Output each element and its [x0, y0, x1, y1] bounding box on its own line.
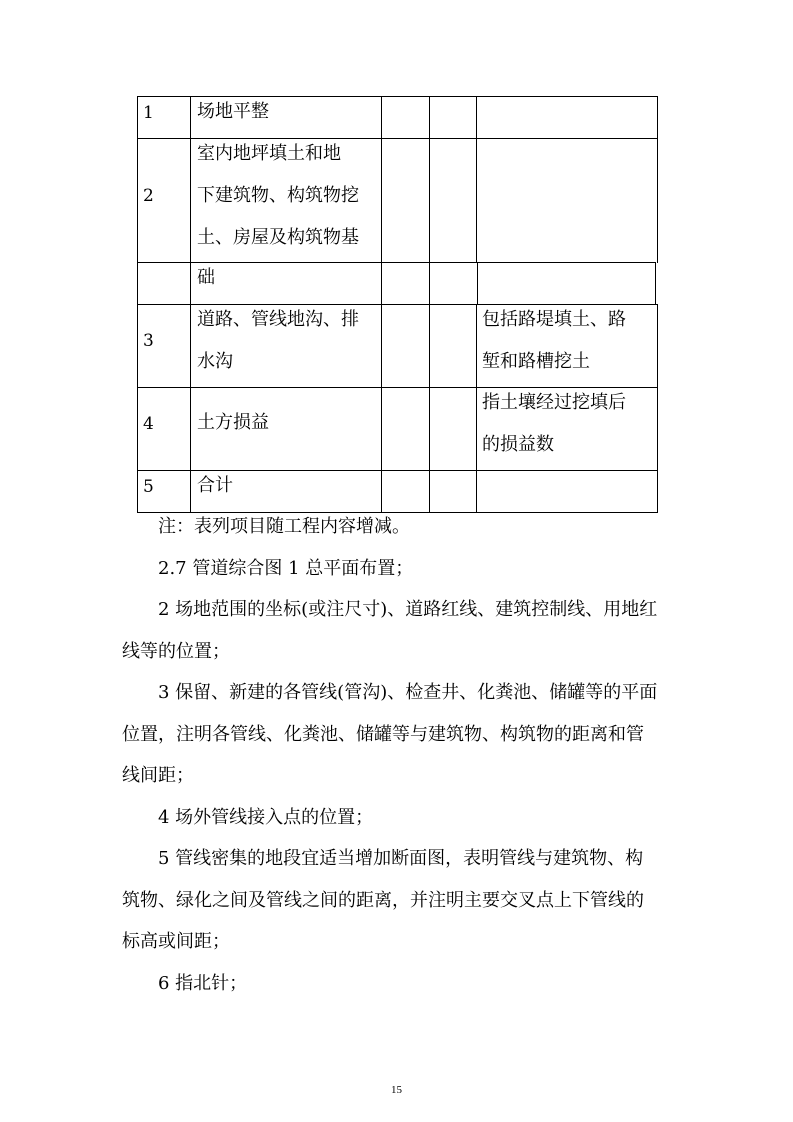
row-number: 3 — [143, 331, 154, 351]
section-heading: 2.7 管道综合图 1 总平面布置； — [158, 558, 414, 579]
table-cell — [476, 97, 658, 139]
table-cell — [429, 97, 476, 139]
row-item-name: 场地平整 — [197, 101, 269, 122]
row-number: 5 — [143, 477, 154, 497]
table-cell — [429, 388, 476, 471]
table-cell — [429, 139, 476, 263]
page-number: 15 — [391, 1084, 402, 1096]
list-item-2-cont: 线等的位置； — [122, 641, 230, 662]
table-cell — [381, 139, 429, 263]
table-cell — [381, 305, 429, 388]
list-item-6: 6 指北针； — [158, 973, 248, 994]
table-cell — [381, 388, 429, 471]
row-item-name: 室内地坪填土和地 下建筑物、构筑物挖 土、房屋及构筑物基 — [197, 143, 359, 248]
table-row-2 — [137, 138, 658, 263]
list-item-3: 3 保留、新建的各管线(管沟)、检查井、化粪池、储罐等的平面 — [158, 682, 658, 703]
earthwork-table — [137, 96, 659, 513]
list-item-5-cont: 标高或间距； — [122, 931, 230, 952]
table-cell — [429, 305, 476, 388]
row-number: 1 — [143, 103, 154, 123]
list-item-5: 5 管线密集的地段宜适当增加断面图，表明管线与建筑物、构 — [158, 848, 644, 869]
row-number: 4 — [143, 414, 154, 434]
table-row-3 — [137, 304, 658, 388]
table-cell — [137, 263, 190, 305]
row-remark: 包括路堤填土、路 堑和路槽挖土 — [482, 309, 626, 372]
row-item-name: 础 — [197, 267, 215, 288]
row-item-name: 土方损益 — [197, 412, 269, 433]
row-item-name: 道路、管线地沟、排 水沟 — [197, 309, 359, 372]
table-cell — [476, 139, 658, 263]
table-cell — [429, 263, 477, 305]
table-cell — [381, 97, 429, 139]
row-number: 2 — [143, 186, 154, 206]
list-item-3-cont: 位置，注明各管线、化粪池、储罐等与建筑物、构筑物的距离和管 — [122, 724, 644, 745]
table-cell — [381, 263, 429, 305]
table-note: 注：表列项目随工程内容增减。 — [158, 516, 410, 537]
row-remark: 指土壤经过挖填后 的损益数 — [482, 392, 626, 455]
list-item-2: 2 场地范围的坐标(或注尺寸)、道路红线、建筑控制线、用地红 — [158, 599, 658, 620]
table-row-4 — [137, 387, 658, 471]
list-item-4: 4 场外管线接入点的位置； — [158, 807, 374, 828]
list-item-3-cont: 线间距； — [122, 765, 194, 786]
row-item-name: 合计 — [197, 475, 233, 496]
list-item-5-cont: 筑物、绿化之间及管线之间的距离，并注明主要交叉点上下管线的 — [122, 890, 644, 911]
